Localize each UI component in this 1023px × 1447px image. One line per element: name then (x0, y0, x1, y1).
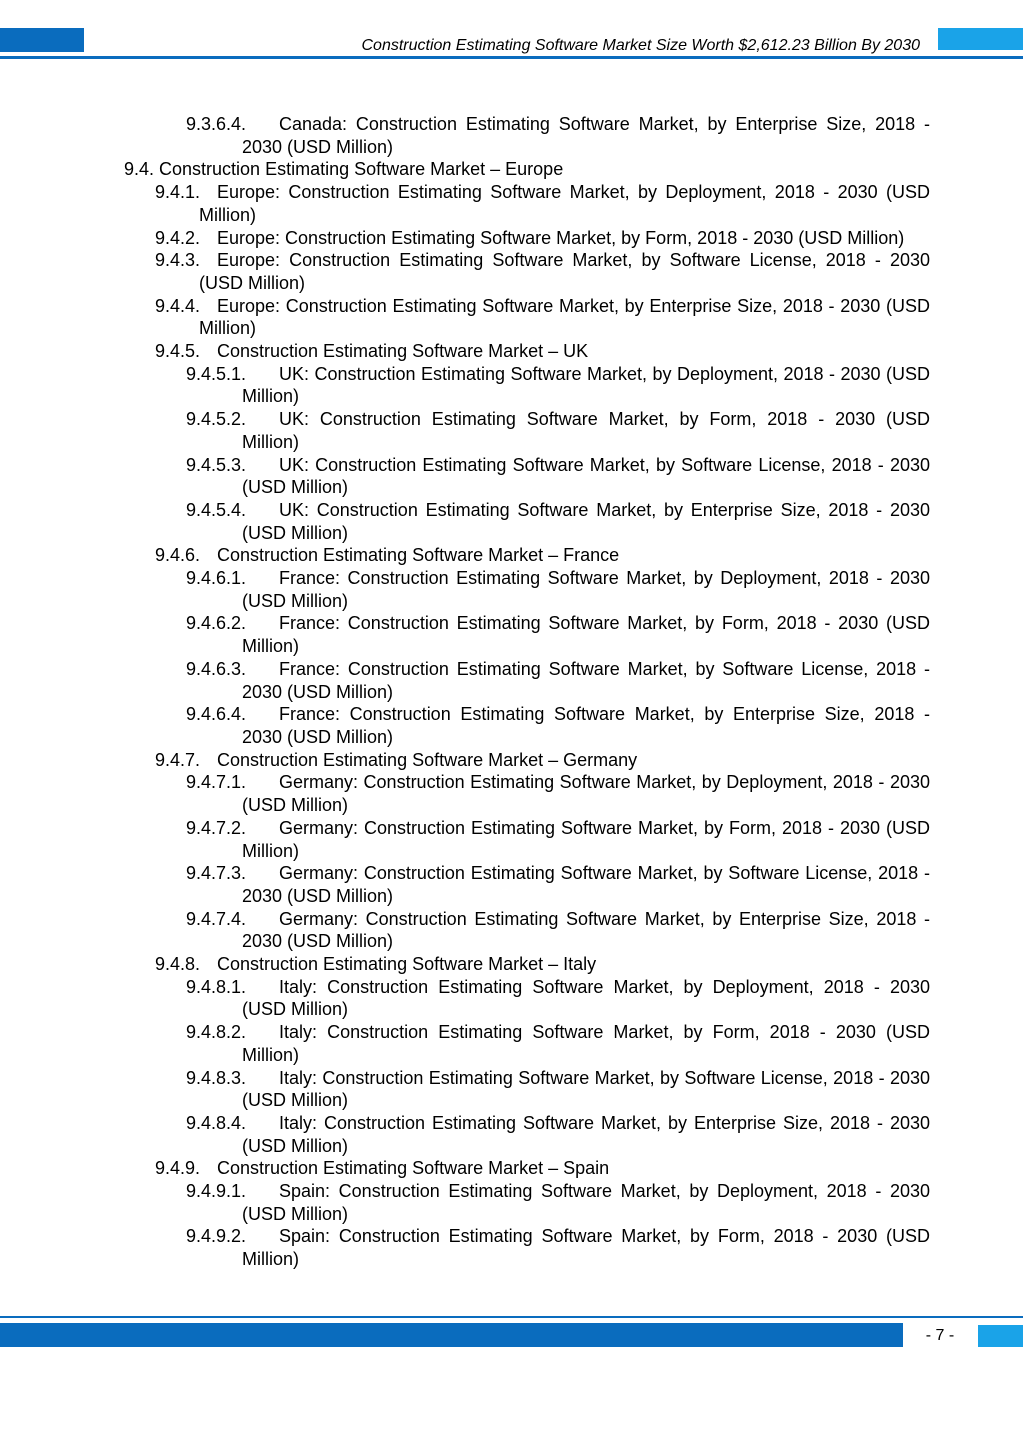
toc-entry-text: Construction Estimating Software Market – UK (217, 341, 589, 362)
toc-entry-text: 9.4. Construction Estimating Software Market – Europe (124, 159, 564, 180)
toc-entry-number: 9.4.8.2. (186, 1022, 247, 1043)
toc-entry-text: UK: Construction Estimating Software Market, by Deployment, 2018 - 2030 (USD Million) (242, 363, 930, 407)
toc-entry (186, 908, 930, 953)
toc-entry-number: 9.4.6.2. (186, 613, 247, 634)
toc-entry (186, 1067, 930, 1112)
toc-entry (186, 567, 930, 612)
toc-entry-number: 9.4.9.1. (186, 1181, 247, 1202)
toc-entry-text: Spain: Construction Estimating Software Market, by Form, 2018 - 2030 (USD Million) (242, 1226, 930, 1270)
toc-entry-number: 9.4.4. (155, 295, 201, 316)
toc-entry (124, 158, 930, 181)
toc-entry (186, 113, 930, 158)
toc-entry-text: Italy: Construction Estimating Software Market, by Form, 2018 - 2030 (USD Million) (242, 1022, 930, 1065)
toc-entry (186, 454, 930, 499)
toc-entry (186, 408, 930, 453)
toc-entry-text: UK: Construction Estimating Software Market, by Form, 2018 - 2030 (USD Million) (242, 409, 930, 452)
footer-rule (0, 1316, 1023, 1318)
toc-entry-number: 9.4.6.4. (186, 704, 247, 725)
toc-entry-text: Germany: Construction Estimating Software Market, by Software License, 2018 - 2030 (USD Million) (242, 863, 930, 906)
toc-entry-text: Construction Estimating Software Market – Germany (217, 749, 638, 770)
toc-entry-text: France: Construction Estimating Software Market, by Form, 2018 - 2030 (USD Million) (242, 613, 930, 657)
toc-entry (186, 976, 930, 1021)
toc-entry-text: France: Construction Estimating Software Market, by Software License, 2018 - 2030 (USD Million) (242, 658, 930, 702)
toc-entry-number: 9.4.7.2. (186, 817, 247, 838)
toc-entry (155, 544, 930, 567)
toc-entry-text: Italy: Construction Estimating Software Market, by Enterprise Size, 2018 - 2030 (USD Million) (242, 1112, 930, 1156)
toc-entry-number: 9.4.2. (155, 227, 201, 248)
toc-entry (155, 749, 930, 772)
toc-entry-number: 9.4.7.1. (186, 772, 247, 793)
header-accent-block-right (938, 28, 1023, 50)
toc-entry-number: 9.4.8. (155, 954, 201, 975)
toc-entry (155, 340, 930, 363)
toc-entry-text: Italy: Construction Estimating Software Market, by Deployment, 2018 - 2030 (USD Million) (242, 976, 930, 1020)
toc-entry (186, 703, 930, 748)
toc-entry-text: Construction Estimating Software Market – Italy (217, 954, 597, 975)
toc-entry (186, 363, 930, 408)
toc-entry-number: 9.4.7. (155, 749, 201, 770)
toc-entry-number: 9.4.9. (155, 1158, 201, 1179)
toc-entry (155, 181, 930, 226)
toc-entry (155, 227, 930, 250)
toc-entry-number: 9.4.8.1. (186, 976, 247, 997)
header-rule (0, 56, 1023, 59)
toc-entry-number: 9.4.5.3. (186, 454, 247, 475)
toc-entry (186, 612, 930, 657)
toc-entry (186, 1021, 930, 1066)
toc-entry (186, 1225, 930, 1270)
toc-entry-text: Europe: Construction Estimating Software Market, by Software License, 2018 - 2030 (USD Million) (199, 250, 930, 293)
toc-entry-text: Germany: Construction Estimating Software Market, by Deployment, 2018 - 2030 (USD Million) (242, 772, 930, 816)
toc-entry (186, 862, 930, 907)
toc-entry-number: 9.4.7.3. (186, 863, 247, 884)
toc-entry-text: France: Construction Estimating Software Market, by Enterprise Size, 2018 - 2030 (USD Million) (242, 704, 930, 747)
toc-entry-number: 9.4.6.1. (186, 568, 247, 589)
toc-entry-number: 9.4.5.4. (186, 499, 247, 520)
toc-entry-text: Europe: Construction Estimating Software Market, by Form, 2018 - 2030 (USD Million) (217, 227, 905, 248)
toc-entry (155, 249, 930, 294)
toc-entry-number: 9.4.1. (155, 182, 201, 203)
toc-entry-text: Europe: Construction Estimating Software Market, by Enterprise Size, 2018 - 2030 (USD Million) (199, 295, 930, 339)
toc-entry-number: 9.4.3. (155, 250, 201, 271)
toc-entry-number: 9.4.8.3. (186, 1067, 247, 1088)
toc-entry-number: 9.4.6. (155, 545, 201, 566)
toc-entry-text: Germany: Construction Estimating Software Market, by Form, 2018 - 2030 (USD Million) (242, 817, 930, 861)
toc-entry-text: Construction Estimating Software Market – France (217, 545, 620, 566)
toc-entry-text: UK: Construction Estimating Software Market, by Enterprise Size, 2018 - 2030 (USD Million) (242, 499, 930, 543)
toc-entry (186, 817, 930, 862)
toc-entry (186, 499, 930, 544)
header-accent-block-left (0, 28, 84, 52)
toc-entry-number: 9.3.6.4. (186, 114, 247, 134)
toc-entry-text: Germany: Construction Estimating Software Market, by Enterprise Size, 2018 - 2030 (USD Million) (242, 908, 930, 952)
toc-entry-text: Italy: Construction Estimating Software Market, by Software License, 2018 - 2030 (USD Million) (242, 1067, 930, 1111)
footer-accent-bar (0, 1323, 903, 1347)
toc-entry-number: 9.4.5.1. (186, 363, 247, 384)
toc-entry (186, 658, 930, 703)
toc-entry-number: 9.4.5.2. (186, 409, 247, 430)
toc-entry-text: Europe: Construction Estimating Software Market, by Deployment, 2018 - 2030 (USD Million) (199, 182, 930, 225)
toc-entry-number: 9.4.6.3. (186, 658, 247, 679)
toc-entry (155, 953, 930, 976)
toc-entry (155, 295, 930, 340)
toc-entry (186, 1112, 930, 1157)
toc-entry-number: 9.4.8.4. (186, 1112, 247, 1133)
running-header-title: Construction Estimating Software Market Size Worth $2,612.23 Billion By 2030 (361, 37, 920, 54)
toc-entry-text: France: Construction Estimating Software Market, by Deployment, 2018 - 2030 (USD Million) (242, 568, 930, 611)
toc-entry-number: 9.4.7.4. (186, 908, 247, 929)
toc-entry-number: 9.4.9.2. (186, 1226, 247, 1247)
toc-entry-number: 9.4.5. (155, 341, 201, 362)
toc-entry-text: Spain: Construction Estimating Software Market, by Deployment, 2018 - 2030 (USD Million) (242, 1181, 930, 1224)
toc-entry (186, 1180, 930, 1225)
page-number: - 7 - (925, 1327, 955, 1344)
toc-entry (155, 1157, 930, 1180)
toc-entry (186, 771, 930, 816)
toc-entry-text: Construction Estimating Software Market – Spain (217, 1158, 610, 1179)
table-of-contents (0, 113, 1023, 1271)
footer-accent-block-right (978, 1325, 1023, 1347)
toc-entry-text: UK: Construction Estimating Software Market, by Software License, 2018 - 2030 (USD Million) (242, 454, 930, 498)
toc-entry-text: Canada: Construction Estimating Software Market, by Enterprise Size, 2018 - 2030 (USD Million) (242, 114, 930, 157)
